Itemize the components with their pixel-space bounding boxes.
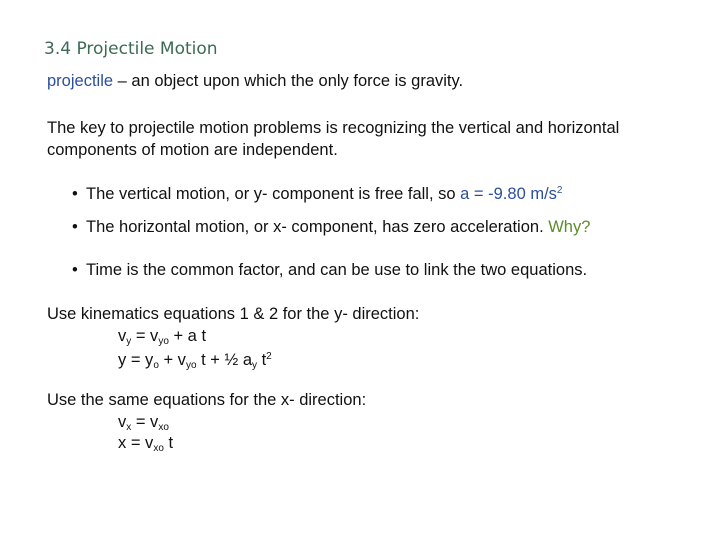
y-equation-1: $v_y = v_{yo} + a$ t: [118, 327, 207, 347]
bullet-horizontal-text: The horizontal motion, or x- component, has zero acceleration.: [86, 218, 549, 236]
bullet-dot: •: [72, 218, 78, 236]
slide-title: 3.4 Projectile Motion: [44, 39, 218, 59]
bullet-dot: •: [72, 185, 78, 203]
y-section-heading: Use kinematics equations 1 & 2 for the y- direction:: [47, 305, 420, 323]
bullet-vertical-text: The vertical motion, or y- component is free fall, so: [86, 185, 461, 203]
acceleration-value: a = -9.80 $m/s^2$: [460, 185, 563, 203]
x-equation-2: $x = v_{xo}$ t: [118, 434, 174, 454]
bullet-vertical: [72, 180, 562, 205]
bullet-horizontal: [72, 216, 590, 238]
why-question: Why?: [548, 218, 591, 236]
bullet-time-text: Time is the common factor, and can be use to link the two equations.: [86, 261, 588, 279]
x-section-heading: Use the same equations for the x- direction:: [47, 391, 367, 409]
definition: [47, 70, 463, 92]
bullet-time: [72, 259, 587, 281]
key-paragraph: The key to projectile motion problems is recognizing the vertical and horizontal components of motion are independent.: [47, 119, 620, 159]
y-equation-2: $y = y_o + v_{yo}$ t + ½ $a_y$ $t^2$: [118, 351, 272, 371]
bullet-dot: •: [72, 261, 78, 279]
definition-term: projectile: [47, 72, 114, 90]
definition-text: – an object upon which the only force is gravity.: [113, 72, 464, 90]
x-equation-1: $v_x = v_{xo}$: [118, 413, 169, 433]
